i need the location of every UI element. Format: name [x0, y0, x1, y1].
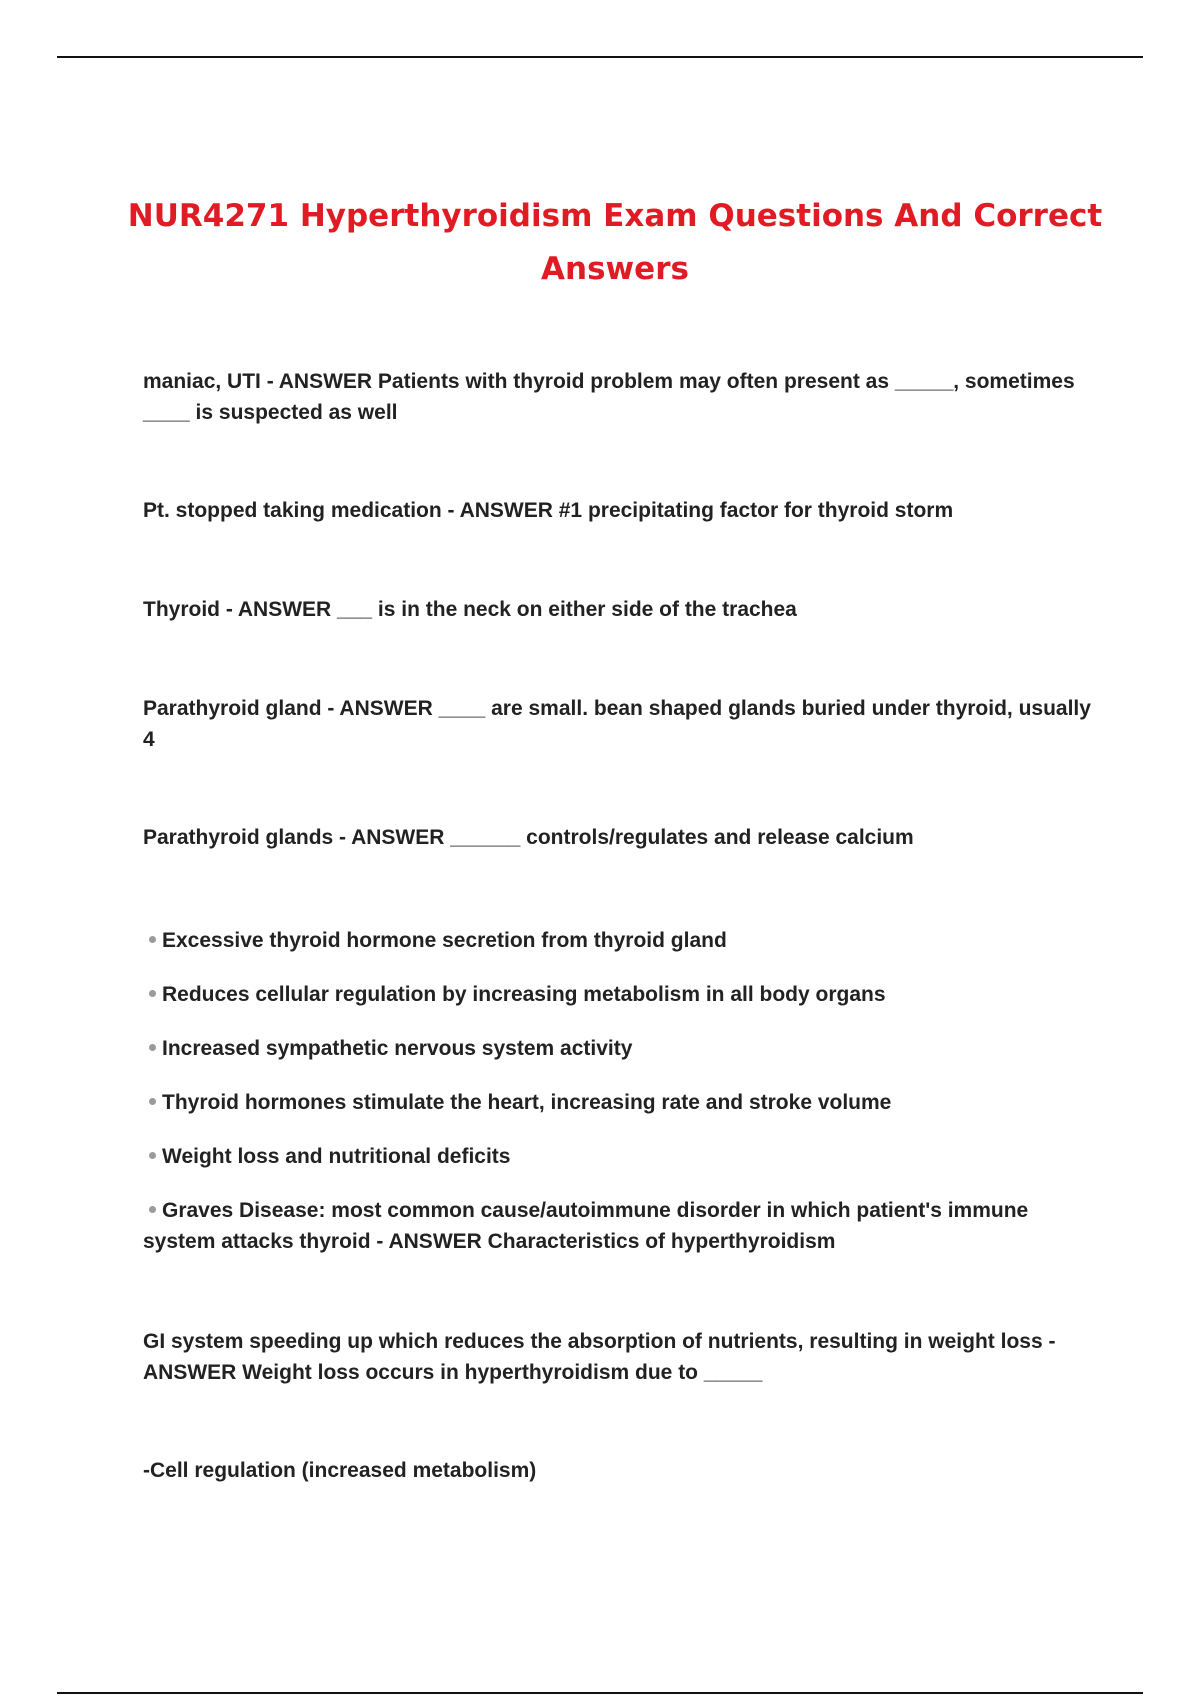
bullet-text: Thyroid hormones stimulate the heart, increasing rate and stroke volume [162, 1091, 892, 1114]
bullet-icon [149, 1044, 156, 1051]
qa-entry: Pt. stopped taking medication - ANSWER #1 precipitating factor for thyroid storm [143, 499, 954, 522]
qa-entry: -Cell regulation (increased metabolism) [143, 1459, 537, 1482]
bullet-item [143, 1141, 1103, 1172]
top-rule [57, 56, 1143, 58]
bullet-text: Excessive thyroid hormone secretion from thyroid gland [162, 929, 727, 952]
bullet-item [143, 925, 1103, 956]
bullet-text: Weight loss and nutritional deficits [162, 1145, 511, 1168]
qa-entry: GI system speeding up which reduces the absorption of nutrients, resulting in weight loss - ANSWER Weight loss occurs in hyperthyroidism due to _____ [143, 1330, 1056, 1384]
bullet-text: Reduces cellular regulation by increasing metabolism in all body organs [162, 983, 886, 1006]
bullet-item [143, 1087, 1103, 1118]
bullet-text: Graves Disease: most common cause/autoimmune disorder in which patient's immune system attacks thyroid - ANSWER Characteristics of hyperthyroidism [143, 1199, 1029, 1253]
bullet-item [143, 1195, 1103, 1257]
document-title: NUR4271 Hyperthyroidism Exam Questions And Correct Answers [127, 198, 1103, 287]
bullet-icon [149, 936, 156, 943]
qa-entry: maniac, UTI - ANSWER Patients with thyroid problem may often present as _____, sometimes ____ is suspected as well [143, 370, 1075, 424]
qa-entry: Thyroid - ANSWER ___ is in the neck on either side of the trachea [143, 598, 797, 621]
bullet-icon [149, 1206, 156, 1213]
qa-entry: Parathyroid glands - ANSWER ______ controls/regulates and release calcium [143, 826, 914, 849]
bullet-text: Increased sympathetic nervous system activity [162, 1037, 633, 1060]
qa-entry: Parathyroid gland - ANSWER ____ are small. bean shaped glands buried under thyroid, usually 4 [143, 697, 1091, 751]
bullet-item [143, 1033, 1103, 1064]
bullet-item [143, 979, 1103, 1010]
bullet-icon [149, 990, 156, 997]
bullet-icon [149, 1098, 156, 1105]
bullet-icon [149, 1152, 156, 1159]
bottom-rule [57, 1692, 1143, 1694]
